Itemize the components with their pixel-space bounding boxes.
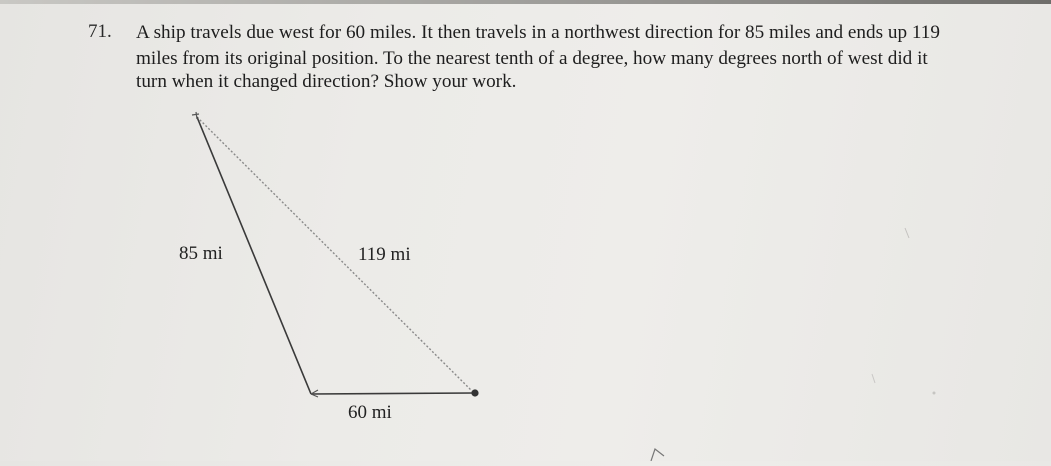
side-119-label: 119 mi <box>358 244 411 265</box>
faint-page-mark <box>933 392 936 395</box>
side-60-line <box>311 393 474 394</box>
faint-page-mark <box>651 449 664 461</box>
problem-text-line-2: miles from its original position. To the nearest tenth of a degree, how many degrees north of west did it <box>136 48 928 69</box>
side-60-label: 60 mi <box>348 402 392 423</box>
problem-text-line-3: turn when it changed direction? Show your work. <box>136 71 517 92</box>
faint-page-mark <box>872 374 875 383</box>
side-119-line <box>197 117 474 393</box>
side-85-label: 85 mi <box>179 243 223 264</box>
faint-page-mark <box>905 228 909 238</box>
problem-text-line-1: A ship travels due west for 60 miles. It then travels in a northwest direction for 85 miles and ends up 119 <box>136 22 940 43</box>
problem-number: 71. <box>88 21 112 42</box>
start-point-dot <box>471 389 478 396</box>
